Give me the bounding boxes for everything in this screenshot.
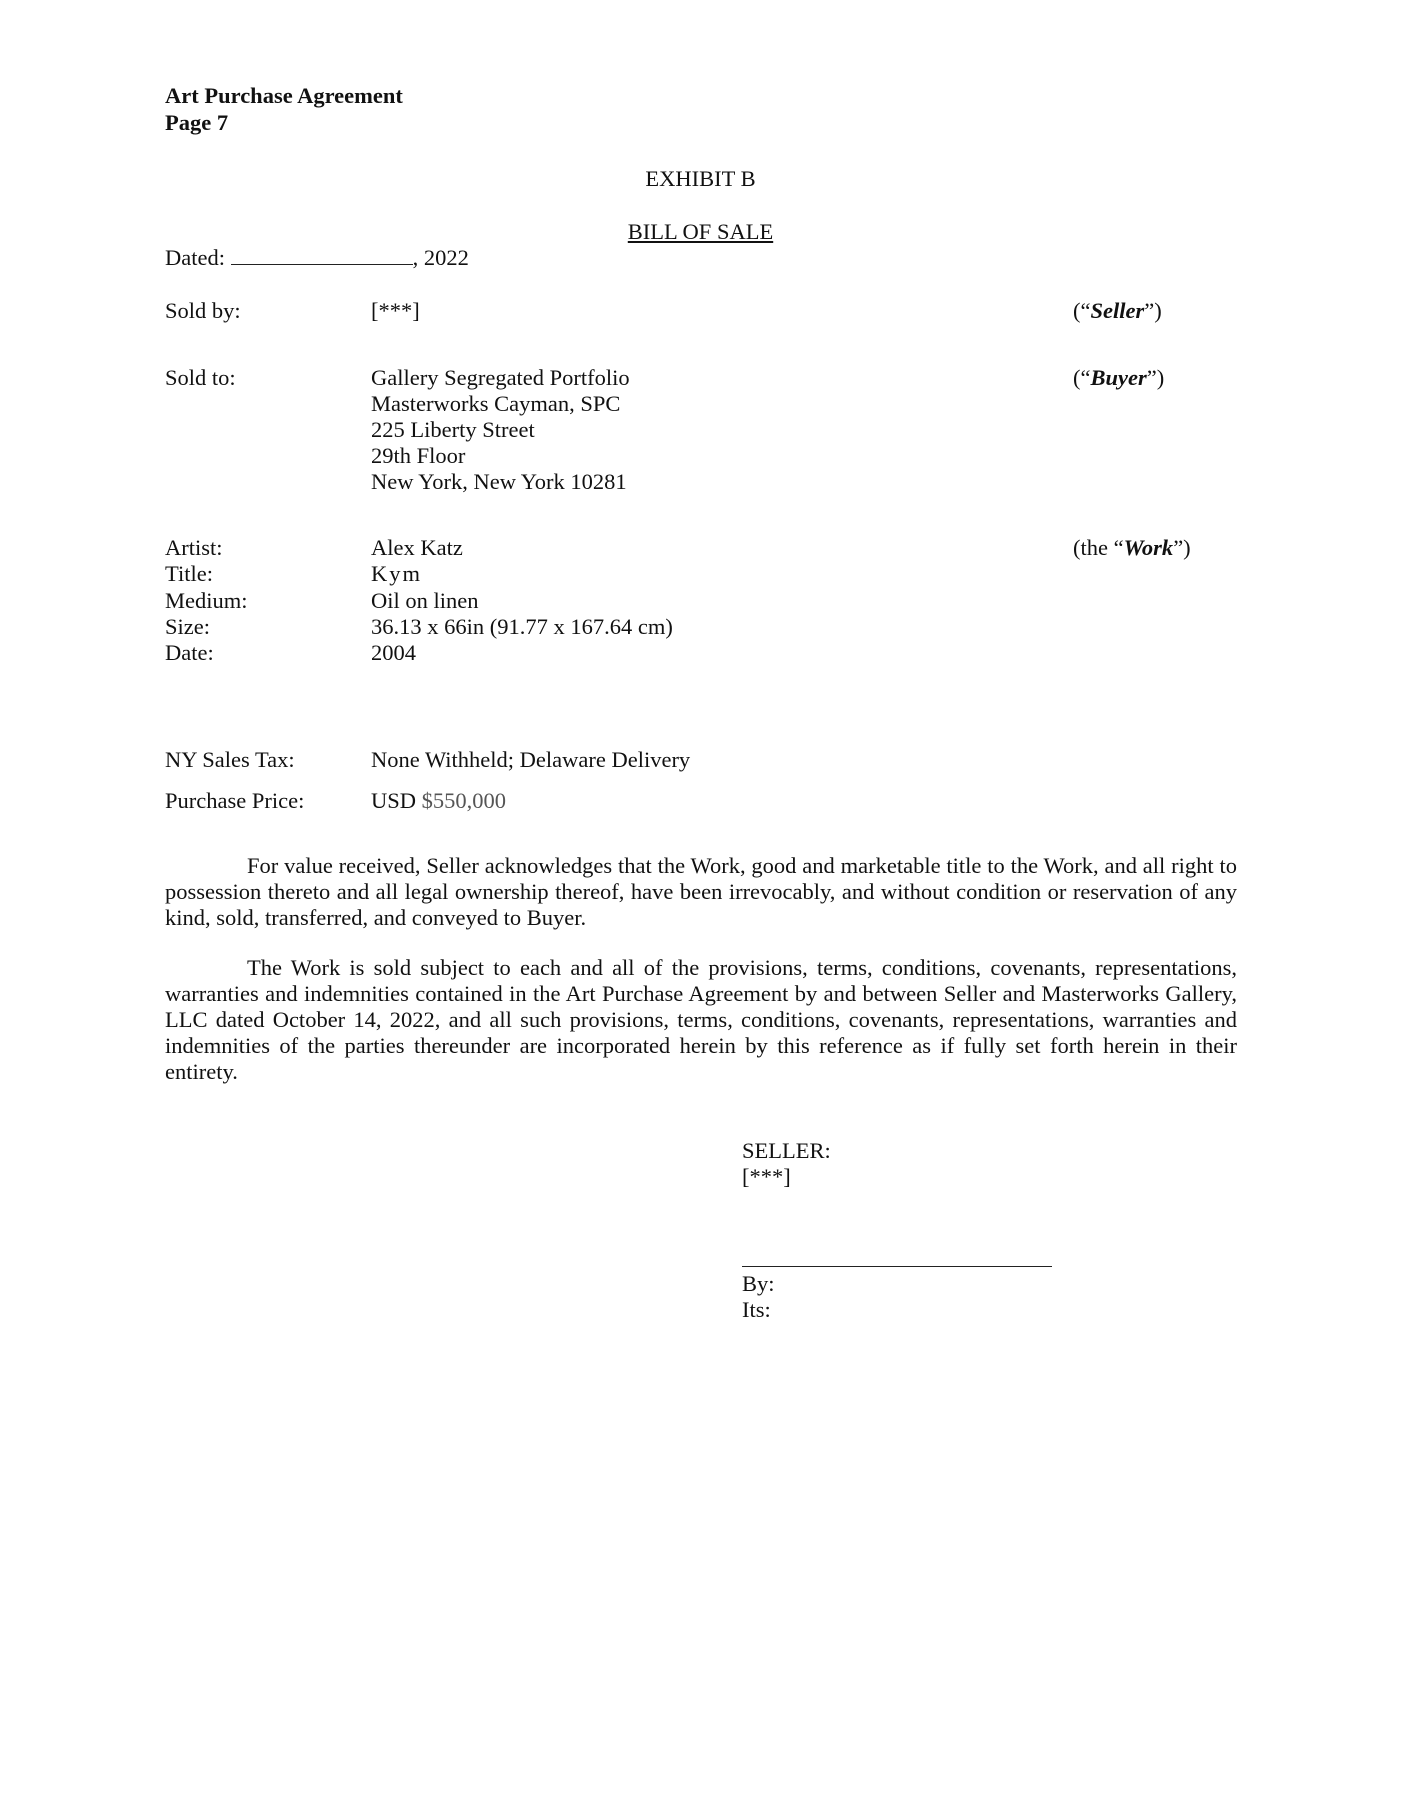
work-definition bbox=[1073, 534, 1191, 561]
size-value: 36.13 x 66in (91.77 x 167.64 cm) bbox=[371, 614, 673, 639]
dated-label: Dated: bbox=[165, 245, 225, 270]
its-label: Its: bbox=[742, 1297, 771, 1322]
artist-label: Artist: bbox=[165, 535, 223, 560]
sold-by-label: Sold by: bbox=[165, 298, 241, 323]
seller-definition bbox=[1073, 297, 1162, 324]
seller-term: Seller bbox=[1090, 298, 1145, 323]
buyer-definition-close: ”) bbox=[1146, 365, 1165, 390]
price-currency: USD bbox=[371, 788, 417, 813]
sold-to-label: Sold to: bbox=[165, 365, 236, 390]
buyer-definition bbox=[1073, 364, 1164, 391]
bill-of-sale-heading: BILL OF SALE bbox=[627, 219, 774, 244]
signature-line[interactable] bbox=[742, 1266, 1052, 1267]
buyer-term: Buyer bbox=[1090, 365, 1147, 390]
work-term: Work bbox=[1123, 535, 1174, 560]
by-label: By: bbox=[742, 1271, 775, 1296]
page-number: Page 7 bbox=[165, 110, 229, 135]
size-label: Size: bbox=[165, 614, 210, 639]
date-blank-field[interactable] bbox=[231, 246, 413, 265]
work-definition-open: (the “ bbox=[1073, 535, 1124, 560]
date-label: Date: bbox=[165, 640, 214, 665]
date-value: 2004 bbox=[371, 640, 416, 665]
purchase-price-label: Purchase Price: bbox=[165, 788, 305, 813]
buyer-address-line: Masterworks Cayman, SPC bbox=[371, 391, 621, 416]
subject-to-paragraph: The Work is sold subject to each and all of the provisions, terms, conditions, covenants, representations, warranties and indemnities contained in the Art Purchase Agreement by and between Seller and Masterworks Gallery, LLC dated October 14, 2022, and all such provisions, terms, conditions, covenants, representations, warranties and indemnities of the parties thereunder are incorporated herein by this reference as if fully set forth herein in their entirety. bbox=[165, 955, 1237, 1084]
buyer-definition-open: (“ bbox=[1073, 365, 1091, 390]
dated-year: , 2022 bbox=[412, 245, 469, 270]
conveyance-paragraph: For value received, Seller acknowledges that the Work, good and marketable title to the Work, and all right to possession thereto and all legal ownership thereof, have been irrevocably, and without condition or reservation of any kind, sold, transferred, and conveyed to Buyer. bbox=[165, 853, 1237, 930]
work-definition-close: ”) bbox=[1173, 535, 1191, 560]
sales-tax-label: NY Sales Tax: bbox=[165, 747, 295, 772]
sold-by-value: [***] bbox=[371, 298, 420, 323]
title-label: Title: bbox=[165, 561, 213, 586]
price-amount: $550,000 bbox=[421, 788, 507, 813]
title-value: Kym bbox=[371, 561, 422, 586]
buyer-address-line: Gallery Segregated Portfolio bbox=[371, 365, 630, 390]
seller-signature-name: [***] bbox=[742, 1164, 791, 1189]
sales-tax-value: None Withheld; Delaware Delivery bbox=[371, 747, 691, 772]
purchase-price-value bbox=[371, 787, 506, 814]
medium-label: Medium: bbox=[165, 588, 248, 613]
seller-definition-close: ”) bbox=[1144, 298, 1162, 323]
seller-definition-open: (“ bbox=[1073, 298, 1091, 323]
document-title: Art Purchase Agreement bbox=[165, 83, 403, 108]
exhibit-heading: EXHIBIT B bbox=[645, 166, 756, 191]
buyer-address-line: New York, New York 10281 bbox=[371, 469, 627, 494]
artist-value: Alex Katz bbox=[371, 535, 463, 560]
buyer-address-line: 29th Floor bbox=[371, 443, 466, 468]
seller-signature-label: SELLER: bbox=[742, 1138, 831, 1163]
dated-line bbox=[165, 244, 469, 271]
buyer-address-line: 225 Liberty Street bbox=[371, 417, 535, 442]
medium-value: Oil on linen bbox=[371, 588, 479, 613]
